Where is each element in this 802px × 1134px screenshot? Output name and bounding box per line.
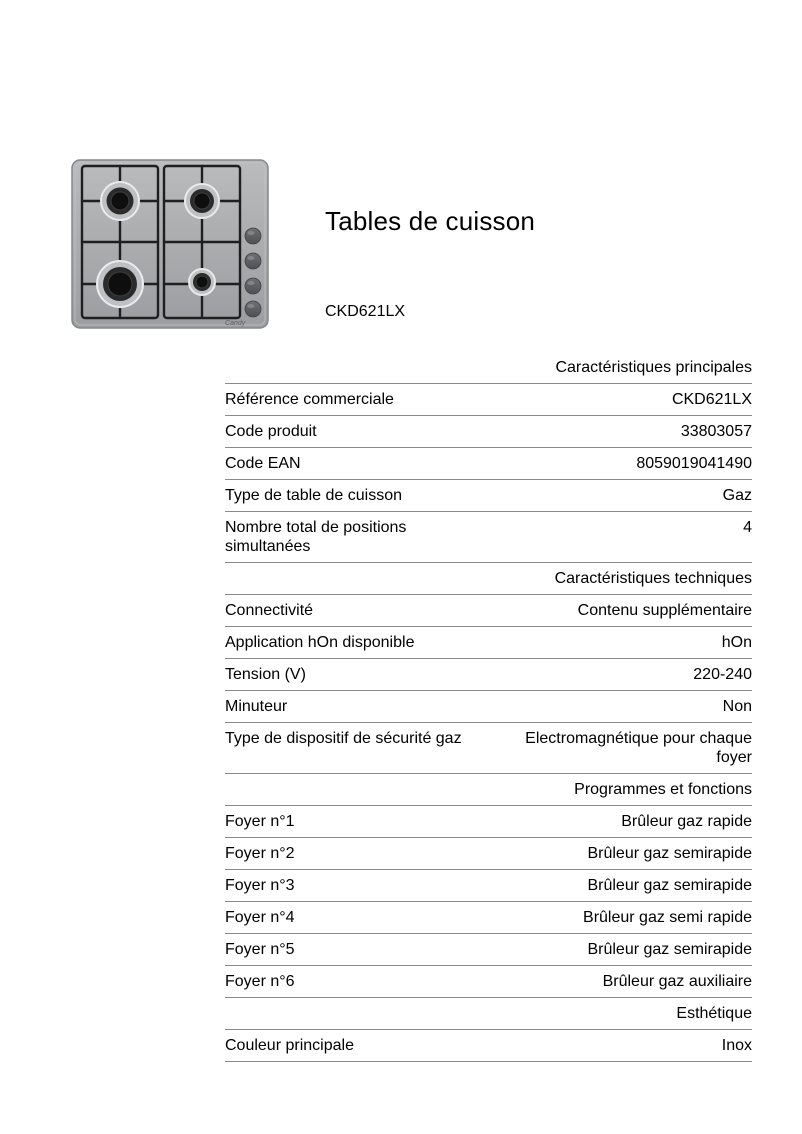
section-header-esthetique: Esthétique <box>225 997 752 1029</box>
spec-label: Foyer n°4 <box>225 909 295 926</box>
candy-brand-logo: Candy <box>225 320 246 327</box>
spec-label: Type de dispositif de sécurité gaz <box>225 730 462 747</box>
spec-label: Type de table de cuisson <box>225 487 403 504</box>
spec-label: Foyer n°5 <box>225 941 295 958</box>
spec-label: Application hOn disponible <box>225 634 415 651</box>
spec-row-type-de-table-de-cuisson <box>225 479 752 511</box>
section-header-caracteristiques-techniques: Caractéristiques techniques <box>225 562 752 594</box>
page-title: Tables de cuisson <box>325 206 536 236</box>
spec-label: Tension (V) <box>225 666 306 683</box>
spec-label: Foyer n°6 <box>225 973 295 990</box>
spec-label: Minuteur <box>225 698 288 715</box>
spec-row-foyer-6 <box>225 965 752 997</box>
spec-value: 8059019041490 <box>636 455 752 472</box>
spec-row-nombre-total-positions <box>225 511 752 562</box>
spec-value: Brûleur gaz semirapide <box>587 845 752 862</box>
spec-row-connectivite <box>225 594 752 626</box>
section-header-caracteristiques-principales: Caractéristiques principales <box>555 359 752 376</box>
spec-label: Foyer n°1 <box>225 813 295 830</box>
spec-row-foyer-3 <box>225 869 752 901</box>
spec-value: Non <box>722 698 752 715</box>
spec-row-couleur-principale <box>225 1029 752 1061</box>
spec-value: Brûleur gaz auxiliaire <box>602 973 752 990</box>
spec-row-reference-commerciale <box>225 383 752 415</box>
spec-value: Contenu supplémentaire <box>577 602 752 619</box>
spec-value: 33803057 <box>680 423 752 440</box>
section-header-programmes-et-fonctions: Programmes et fonctions <box>225 773 752 805</box>
spec-value: 4 <box>743 519 752 536</box>
spec-value: hOn <box>721 634 752 651</box>
spec-label: Code produit <box>225 423 317 440</box>
spec-value: Brûleur gaz rapide <box>621 813 752 830</box>
spec-label: Nombre total de positions simultanées <box>225 519 407 555</box>
burner-bottom-left-large <box>97 261 143 307</box>
spec-row-tension <box>225 658 752 690</box>
product-model: CKD621LX <box>325 303 406 320</box>
spec-label: Référence commerciale <box>225 391 394 408</box>
spec-value: Inox <box>721 1037 752 1054</box>
spec-row-foyer-5 <box>225 933 752 965</box>
spec-value: CKD621LX <box>671 391 752 408</box>
spec-value: Brûleur gaz semirapide <box>587 877 752 894</box>
spec-value: Electromagnétique pour chaque foyer <box>525 730 752 766</box>
spec-row-foyer-2 <box>225 837 752 869</box>
spec-row-securite-gaz <box>225 722 752 773</box>
gas-hob-body <box>72 160 268 328</box>
burner-top-left <box>101 182 139 220</box>
spec-value: Brûleur gaz semi rapide <box>583 909 752 926</box>
spec-label: Couleur principale <box>225 1037 354 1054</box>
spec-row-foyer-4 <box>225 901 752 933</box>
spec-table <box>225 352 752 1062</box>
spec-row-application-hon <box>225 626 752 658</box>
burner-bottom-right-small <box>189 269 215 295</box>
spec-value: 220-240 <box>693 666 752 683</box>
spec-row-foyer-1 <box>225 805 752 837</box>
product-image-gas-hob <box>70 154 270 334</box>
spec-label: Connectivité <box>225 602 314 619</box>
spec-label: Foyer n°2 <box>225 845 295 862</box>
spec-label: Foyer n°3 <box>225 877 295 894</box>
spec-label: Code EAN <box>225 455 301 472</box>
spec-row-minuteur <box>225 690 752 722</box>
spec-value: Brûleur gaz semirapide <box>587 941 752 958</box>
spec-row-code-ean <box>225 447 752 479</box>
spec-row-code-produit <box>225 415 752 447</box>
spec-value: Gaz <box>722 487 752 504</box>
burner-top-right <box>185 184 219 218</box>
